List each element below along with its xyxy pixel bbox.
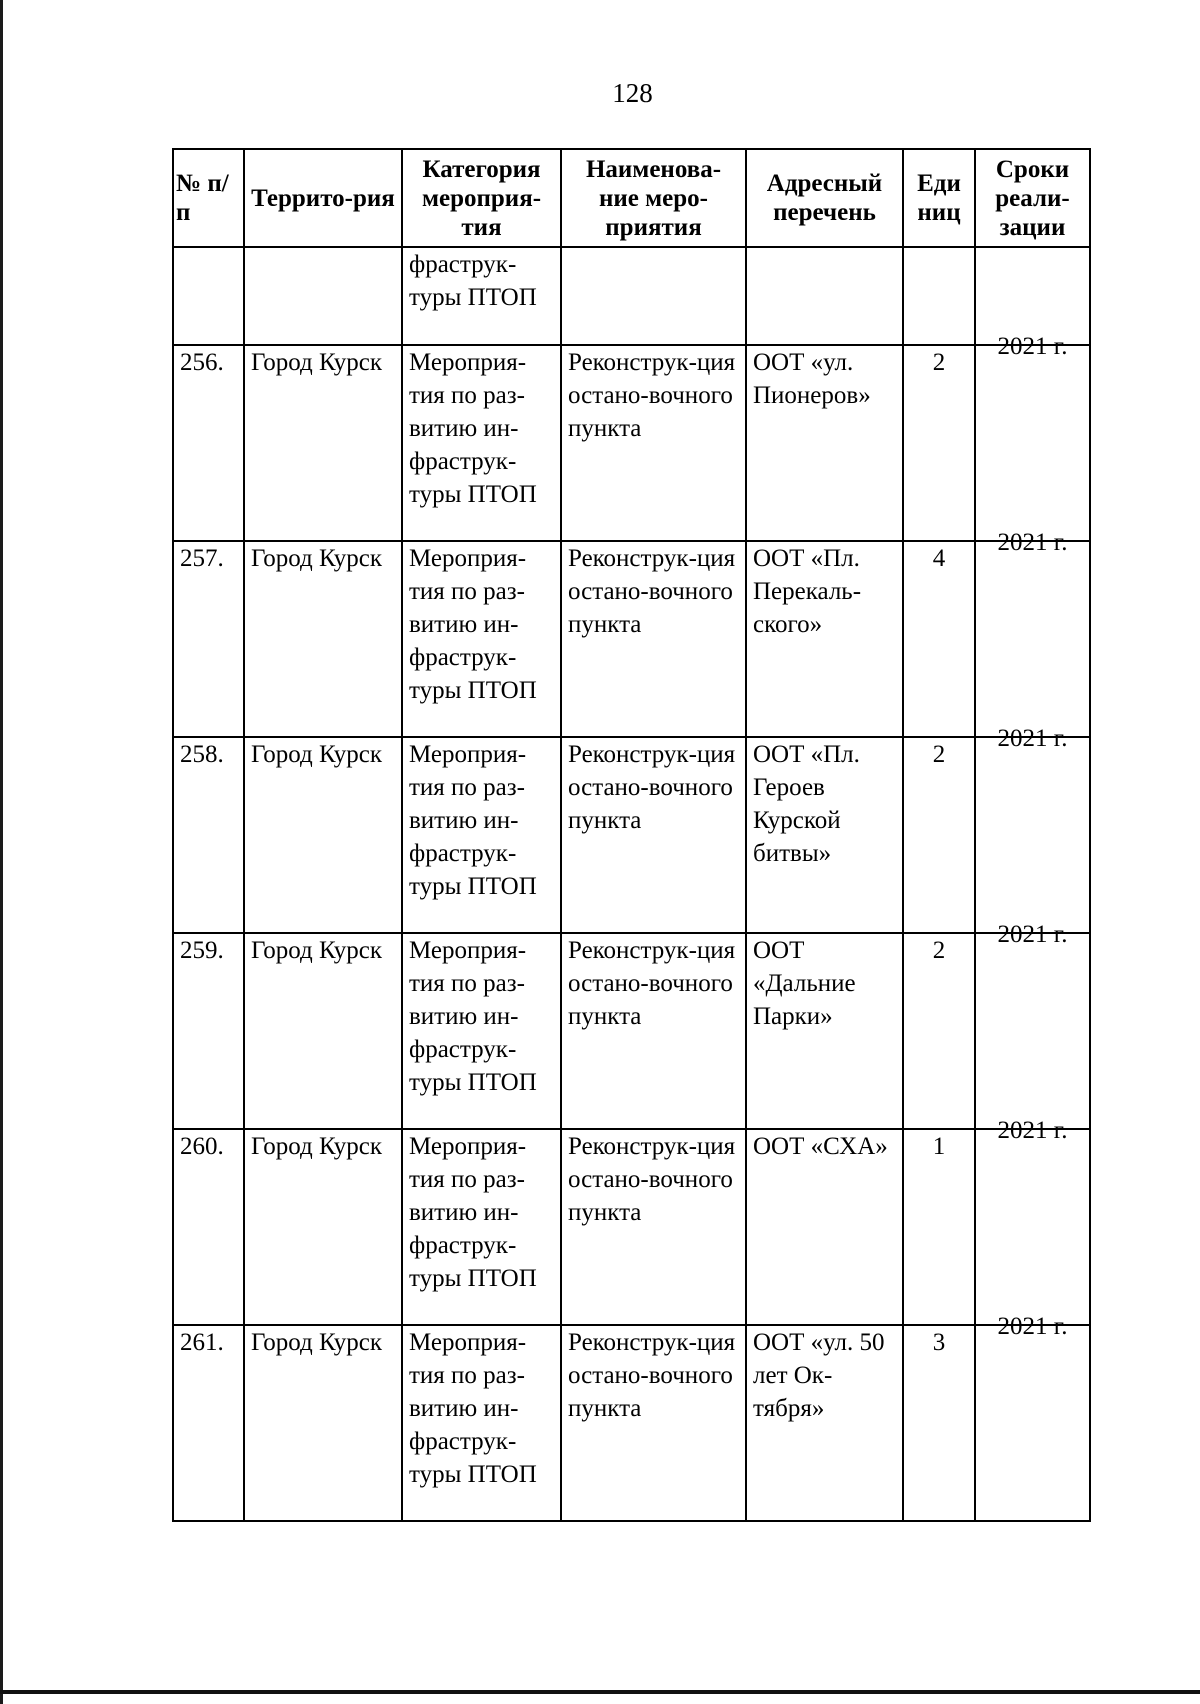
cell-category: Мероприя-тия по раз-витию ин-фраструк-туры ПТОП [402,541,561,737]
header-category: Категория мероприя-тия [402,149,561,247]
header-term: Сроки реали-зации [975,149,1090,247]
cell-address: ООТ «СХА» [746,1129,903,1325]
cell-territory: Город Курск [244,737,402,933]
cell-num: 257. [173,541,244,737]
cell-category: фраструк-туры ПТОП [402,247,561,345]
cell-address: ООТ «Дальние Парки» [746,933,903,1129]
cell-category: Мероприя-тия по раз-витию ин-фраструк-туры ПТОП [402,1129,561,1325]
cell-term: 2021 г. [975,1129,1090,1325]
cell-num: 258. [173,737,244,933]
cell-units: 2 [903,933,975,1129]
table-row-continuation [173,247,1090,345]
cell-name: Реконструк-ция остано-вочного пункта [561,933,746,1129]
cell-units: 2 [903,737,975,933]
table-row [173,345,1090,541]
header-address: Адресный перечень [746,149,903,247]
cell-num: 256. [173,345,244,541]
cell-name: Реконструк-ция остано-вочного пункта [561,737,746,933]
cell-num [173,247,244,345]
cell-address: ООТ «Пл. Героев Курской битвы» [746,737,903,933]
cell-territory: Город Курск [244,933,402,1129]
cell-units [903,247,975,345]
table-header-row [173,149,1090,247]
cell-name: Реконструк-ция остано-вочного пункта [561,1325,746,1521]
table-row [173,541,1090,737]
cell-units: 3 [903,1325,975,1521]
cell-term [975,247,1090,345]
cell-category: Мероприя-тия по раз-витию ин-фраструк-туры ПТОП [402,933,561,1129]
cell-term: 2021 г. [975,541,1090,737]
header-name: Наименова-ние меро-приятия [561,149,746,247]
cell-term: 2021 г. [975,933,1090,1129]
cell-name: Реконструк-ция остано-вочного пункта [561,541,746,737]
cell-territory [244,247,402,345]
cell-name: Реконструк-ция остано-вочного пункта [561,345,746,541]
page-number: 128 [612,78,653,108]
cell-territory: Город Курск [244,541,402,737]
cell-category: Мероприя-тия по раз-витию ин-фраструк-туры ПТОП [402,1325,561,1521]
table-row [173,1129,1090,1325]
cell-units: 1 [903,1129,975,1325]
header-territory: Террито-рия [244,149,402,247]
cell-territory: Город Курск [244,345,402,541]
cell-num: 259. [173,933,244,1129]
scan-left-edge [0,0,3,1704]
cell-term: 2021 г. [975,345,1090,541]
cell-term: 2021 г. [975,737,1090,933]
table-row [173,1325,1090,1521]
cell-units: 2 [903,345,975,541]
cell-category: Мероприя-тия по раз-витию ин-фраструк-туры ПТОП [402,345,561,541]
cell-territory: Город Курск [244,1129,402,1325]
cell-category: Мероприя-тия по раз-витию ин-фраструк-туры ПТОП [402,737,561,933]
scan-bottom-edge [0,1690,1200,1694]
cell-address: ООТ «ул. Пионеров» [746,345,903,541]
cell-num: 261. [173,1325,244,1521]
header-num: № п/п [173,149,244,247]
cell-name: Реконструк-ция остано-вочного пункта [561,1129,746,1325]
table-row [173,737,1090,933]
cell-name [561,247,746,345]
cell-address [746,247,903,345]
events-table [172,148,1091,1522]
cell-num: 260. [173,1129,244,1325]
cell-address: ООТ «Пл. Перекаль-ского» [746,541,903,737]
cell-units: 4 [903,541,975,737]
table-row [173,933,1090,1129]
cell-address: ООТ «ул. 50 лет Ок-тября» [746,1325,903,1521]
header-units: Еди ниц [903,149,975,247]
cell-territory: Город Курск [244,1325,402,1521]
cell-term: 2021 г. [975,1325,1090,1521]
